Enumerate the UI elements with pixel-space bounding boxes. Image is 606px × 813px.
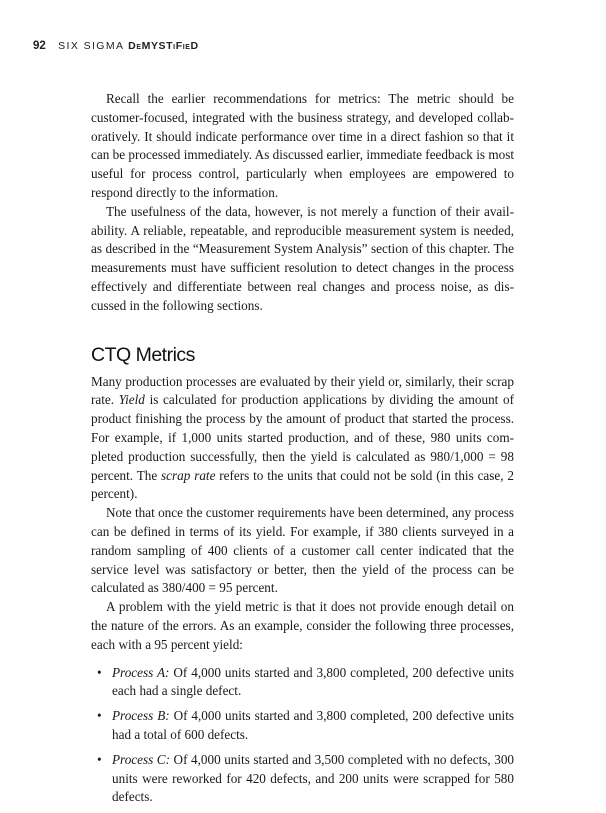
list-item-process-c (91, 751, 514, 807)
book-title: SIX SIGMA (58, 40, 124, 52)
term-scrap-rate: scrap rate (161, 467, 216, 483)
process-label: Process C: (112, 751, 170, 767)
running-head (33, 40, 199, 52)
book-subtitle: DeMYSTiFieD (128, 40, 199, 52)
process-list (91, 664, 514, 808)
bullet-icon: • (97, 664, 102, 680)
list-item-process-a (91, 664, 514, 702)
paragraph-yield-problem: A problem with the yield metric is that it does not provide enough detail on the nature of the errors. As an example, consider the following three processes, each with a 95 percent yield: (91, 599, 514, 652)
process-label: Process A: (112, 664, 170, 680)
yield-text-b: is calculated for production applications by dividing the amount of product finishing the process by the amount of product that started the process. For example, if 1,000 units started production, and of these, 980 units completed production successfully, then the yield is calculated as 980/1,000 = 98 percent. The (91, 392, 514, 483)
section-heading: CTQ Metrics (91, 343, 195, 366)
process-text: Of 4,000 units started and 3,800 completed, 200 defective units had a total of 600 defects. (112, 708, 514, 742)
page-number: 92 (33, 40, 46, 52)
list-item-process-b (91, 707, 514, 745)
paragraph-data-usefulness: The usefulness of the data, however, is not merely a function of their availability. A reliable, repeatable, and reproducible measurement system is needed, as described in the “Measurement System Analysis” section of this chapter. The measurements must have sufficient resolution to detect changes in the process effectively and differentiate between real changes and process noise, as discussed in the following sections. (91, 203, 514, 313)
paragraph-yield-definition (91, 373, 514, 505)
bullet-icon: • (97, 751, 102, 767)
process-text: Of 4,000 units started and 3,500 completed with no defects, 300 units were reworked for 420 defects, and 200 units were scrapped for 580 defects. (112, 751, 515, 805)
paragraph-call-center-example: Note that once the customer requirements have been determined, any process can be defined in terms of its yield. For example, if 380 clients surveyed in a random sampling of 400 clients of a customer call center indicated that the service level was satisfactory or better, then the yield of the process can be calculated as 380/400 = 95 percent. (91, 505, 514, 596)
yield-text-a: Many production processes are evaluated by their yield or, similarly, their scrap rate. (91, 373, 514, 408)
paragraph-metrics-recap: Recall the earlier recommendations for metrics: The metric should be customer-focused, integrated with the business strategy, and developed collaboratively. It should indicate performance over time in a direct fashion so that it can be processed immediately. As discussed earlier, immediate feedback is most useful for process control, particularly when employees are empowered to respond directly to the information. (91, 91, 514, 200)
term-yield: Yield (118, 392, 145, 408)
page-body (91, 90, 514, 813)
process-text: Of 4,000 units started and 3,800 completed, 200 defective units each had a single defect. (112, 664, 514, 699)
yield-text-c: refers to the units that could not be sold (in this case, 2 percent). (91, 467, 514, 502)
bullet-icon: • (97, 708, 102, 724)
process-label: Process B: (112, 708, 170, 724)
